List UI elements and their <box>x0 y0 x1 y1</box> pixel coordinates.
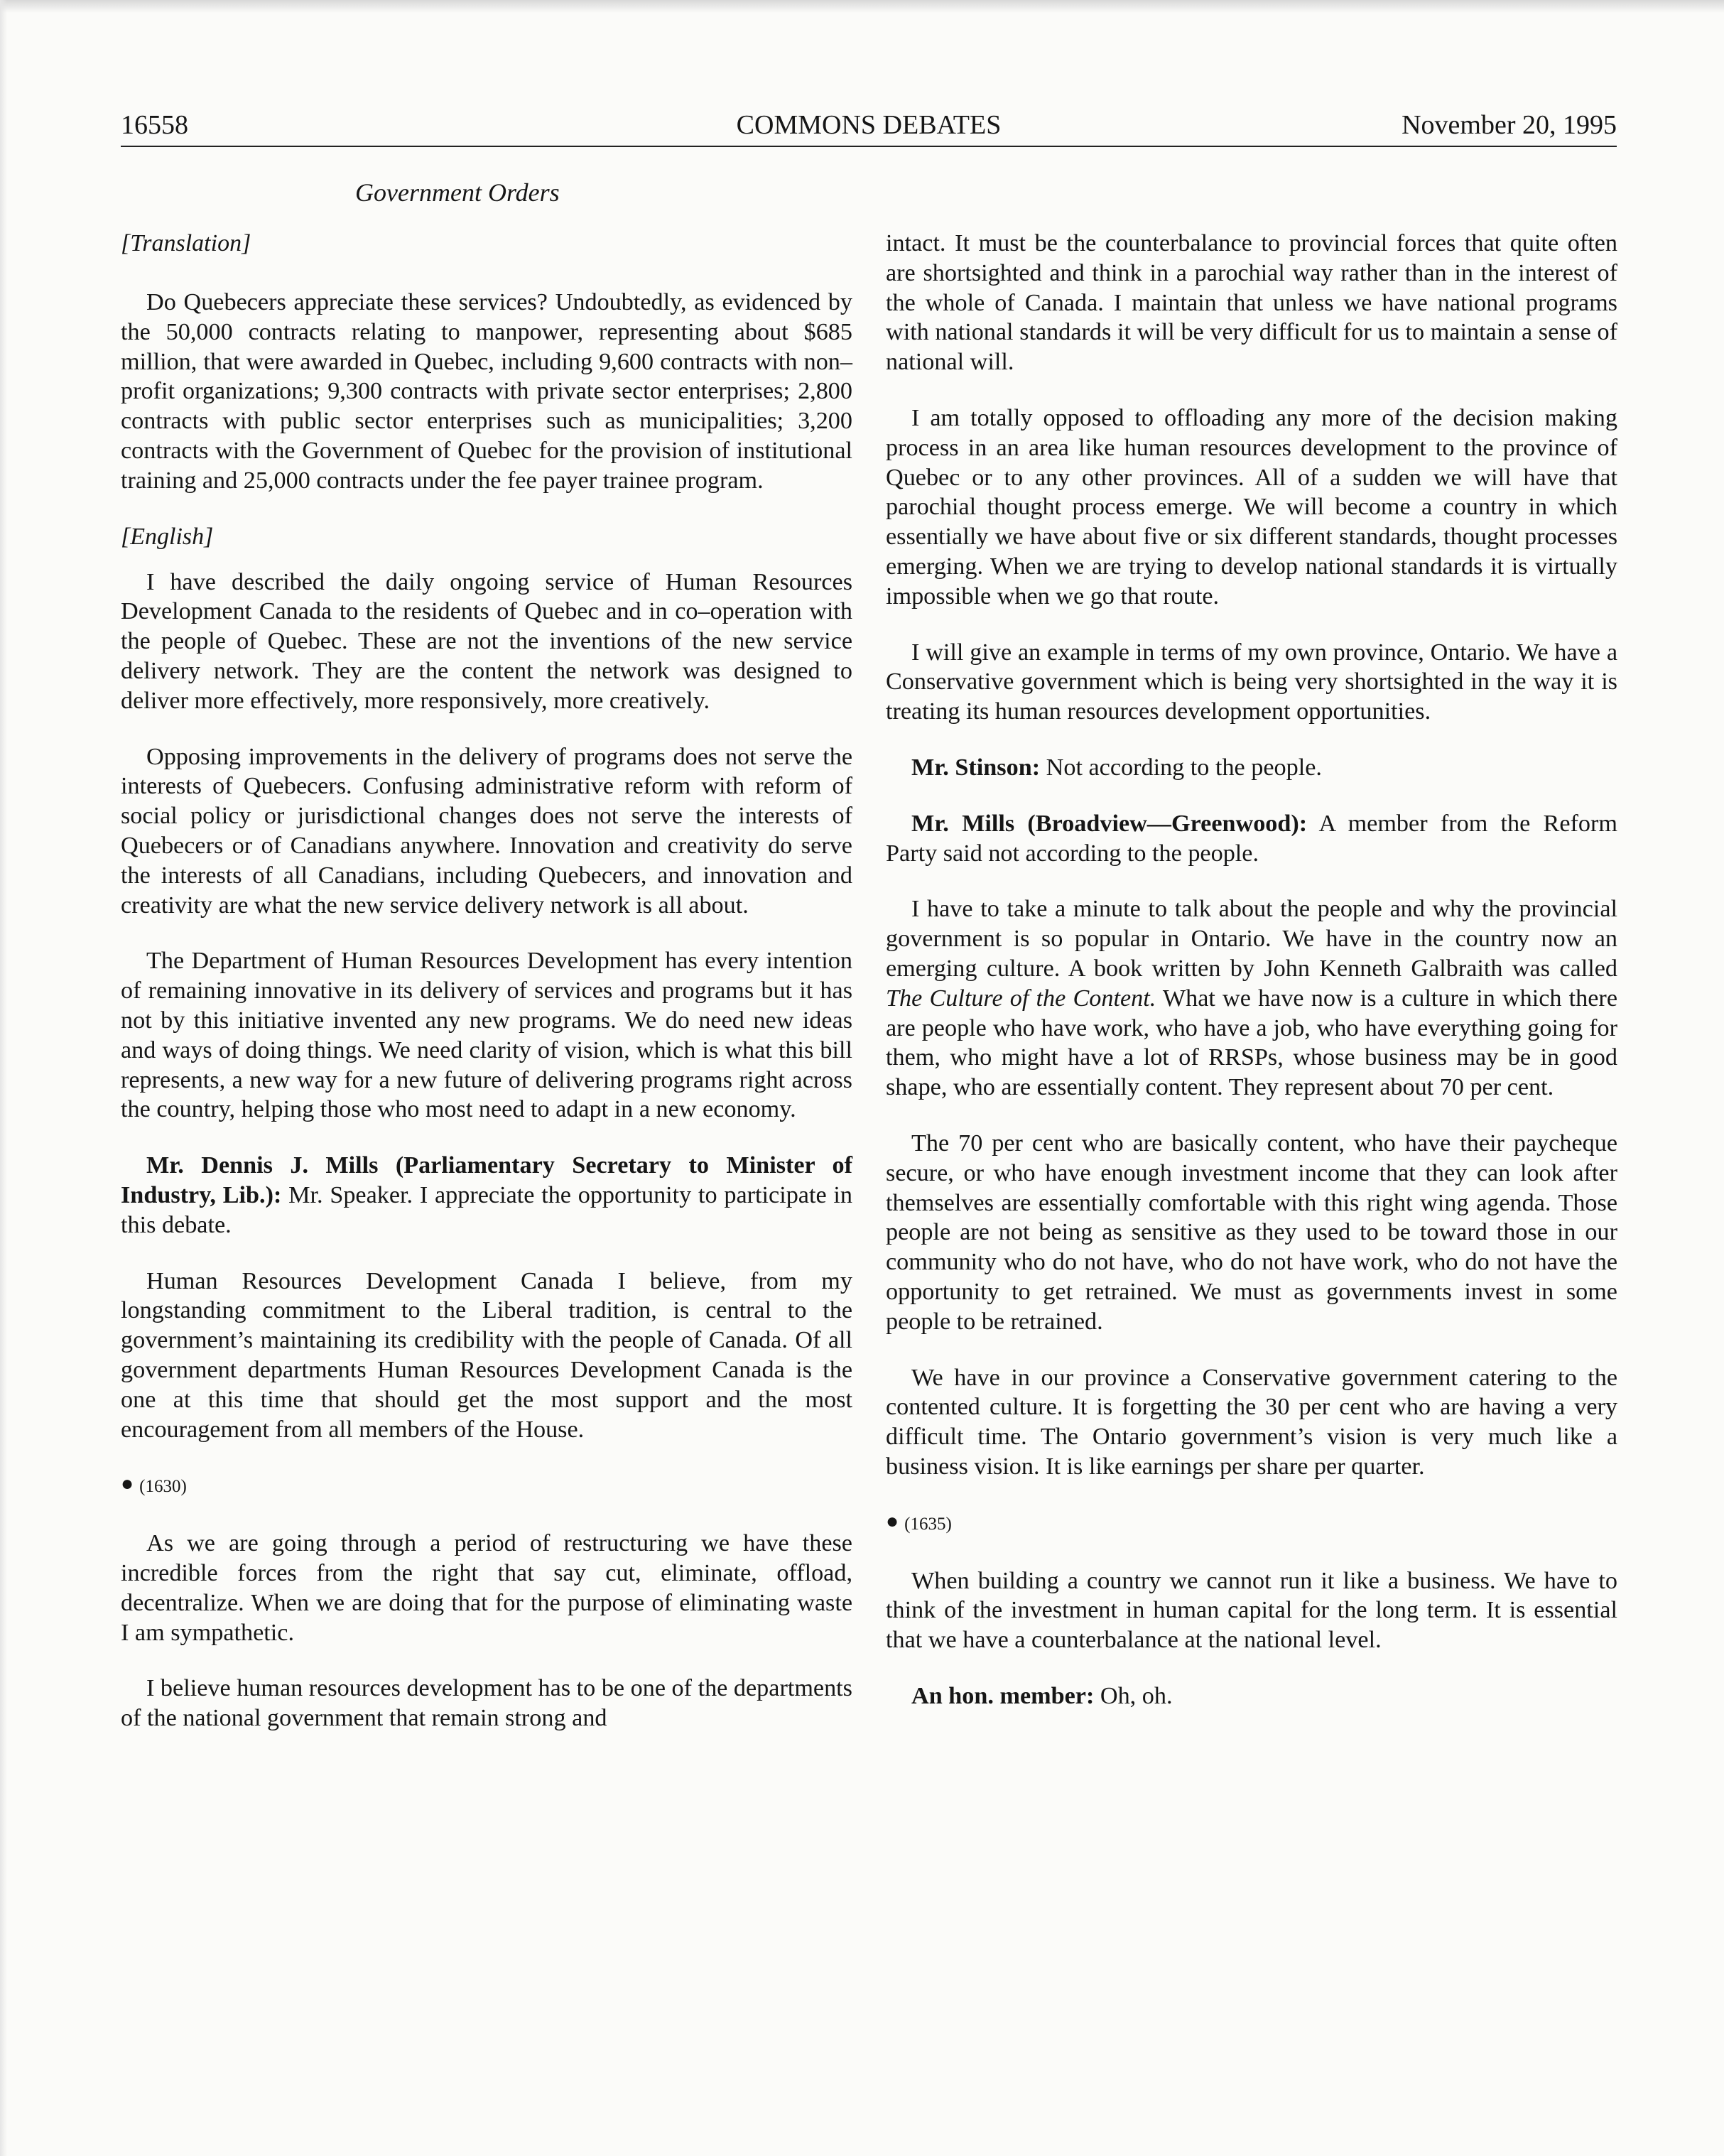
time-marker <box>121 1470 852 1502</box>
right-column <box>886 229 1617 1738</box>
time-marker-text: (1635) <box>904 1514 952 1534</box>
book-title: The Culture of the Content. <box>886 985 1156 1012</box>
speaker-name: Mr. Stinson: <box>911 754 1041 781</box>
scan-left-edge <box>0 0 7 2156</box>
paragraph: As we are going through a period of restructuring we have these incredible forces from the right that say cut, eliminate, offload, decentralize. When we are doing that for the purpose of eliminating waste I am sympathetic. <box>121 1530 852 1646</box>
paragraph: The Department of Human Resources Development has every intention of remaining innovative in its delivery of services and programs but it has not by this initiative invented any new programs. We do need new ideas and ways of doing things. We need clarity of vision, which is what this bill represents, a new way for a new future of delivering programs right across the country, helping those who most need to adapt in a new economy. <box>121 948 852 1123</box>
paragraph: Do Quebecers appreciate these services? Undoubtedly, as evidenced by the 50,000 contracts relating to manpower, representing about $685 million, that were awarded in Quebec, including 9,600 contracts with non–profit organizations; 9,300 contracts with private sector enterprises; 2,800 contracts with public sector enterprises such as municipalities; 3,200 contracts with the Government of Quebec for the provision of institutional training and 25,000 contracts under the fee payer trainee program. <box>121 289 852 494</box>
header-rule <box>121 146 1617 147</box>
paragraph: Opposing improvements in the delivery of programs does not serve the interests of Quebecers. Confusing administrative reform with reform of social policy or jurisdictional changes does not serve the interests of Quebecers or of Canadians anywhere. Innovation and creativity do serve the interests of all Canadians, including Quebecers, and innovation and creativity are what the new service delivery network is all about. <box>121 743 852 919</box>
time-marker <box>886 1508 1617 1539</box>
paragraph: The 70 per cent who are basically content, who have their paycheque secure, or who have enough investment income that they can look after themselves are essentially comfortable with this right wing agenda. Those people are not being as sensitive as they used to be toward those in our community who do not have, who do not have work, who do not have the opportunity to get retrained. We must as governments invest in some people to be retrained. <box>886 1130 1617 1335</box>
paragraph: I will give an example in terms of my own province, Ontario. We have a Conservative government which is being very shortsighted in the way it is treating its human resources development opportunities. <box>886 639 1617 725</box>
speaker-name: Mr. Mills (Broadview—Greenwood): <box>911 810 1308 837</box>
paragraph: When building a country we cannot run it like a business. We have to think of the investment in human capital for the long term. It is essential that we have a counterbalance at the national level. <box>886 1567 1617 1654</box>
paragraph: Human Resources Development Canada I believe, from my longstanding commitment to the Liberal tradition, is central to the government’s maintaining its credibility with the people of Canada. Of all government departments Human Resources Development Canada is the one at this time that should get the most support and the most encouragement from all members of the House. <box>121 1267 852 1443</box>
speaker-text: Oh, oh. <box>1094 1683 1173 1710</box>
speaker-text: A member from the Reform Party said not according to the people. <box>886 810 1617 867</box>
speaker-paragraph <box>886 809 1617 869</box>
publication-date: November 20, 1995 <box>1402 110 1617 140</box>
speaker-name: An hon. member: <box>911 1683 1095 1710</box>
paragraph: I am totally opposed to offloading any more of the decision making process in an area like human resources development to the province of Quebec or to any other provinces. All of a sudden we will have that parochial thought process emerge. We will become a country in which essentially we have about five or six different standards, thought processes emerging. When we are trying to develop national standards it is virtually impossible when we go that route. <box>886 404 1617 610</box>
page-header <box>121 104 1617 146</box>
speaker-name: Mr. Dennis J. Mills (Parliamentary Secretary to Minister of Industry, Lib.): <box>121 1152 852 1208</box>
english-label: [English] <box>121 523 214 550</box>
paragraph-text: What we have now is a culture in which there are people who have work, who have a job, who have everything going for them, who might have a lot of RRSPs, whose business may be in good shape, who are essentially content. They represent about 70 per cent. <box>886 985 1617 1101</box>
bullet-icon: ● <box>886 1509 899 1533</box>
left-column <box>121 229 852 1760</box>
speaker-paragraph <box>886 753 1617 783</box>
speaker-paragraph <box>886 1681 1617 1711</box>
scan-top-edge <box>0 0 1724 13</box>
paragraph-text: I have to take a minute to talk about the people and why the provincial government is so popular in Ontario. We have in the country now an emerging culture. A book written by John Kenneth Galbraith was called <box>886 896 1617 982</box>
time-marker-text: (1630) <box>139 1477 187 1497</box>
speaker-text: Not according to the people. <box>1040 754 1322 781</box>
paragraph-with-book-title <box>886 894 1617 1103</box>
section-heading: Government Orders <box>355 178 560 207</box>
paragraph: I have described the daily ongoing service of Human Resources Development Canada to the residents of Quebec and in co–operation with the people of Quebec. These are not the inventions of the new service delivery network. They are the content the network was designed to deliver more effectively, more responsively, more creatively. <box>121 568 852 714</box>
paragraph: We have in our province a Conservative government catering to the contented culture. It is forgetting the 30 per cent who are having a very difficult time. The Ontario government’s vision is very much like a business vision. It is like earnings per share per quarter. <box>886 1364 1617 1480</box>
bullet-icon: ● <box>121 1472 134 1496</box>
paragraph: intact. It must be the counterbalance to provincial forces that quite often are shortsighted and think in a parochial way rather than in the interest of the whole of Canada. I maintain that unless we have national programs with national standards it will be very difficult for us to maintain a sense of national will. <box>886 230 1617 376</box>
speaker-text: Mr. Speaker. I appreciate the opportunity to participate in this debate. <box>121 1181 852 1238</box>
paragraph: I believe human resources development has to be one of the departments of the national government that remain strong and <box>121 1675 852 1732</box>
speaker-paragraph <box>121 1151 852 1240</box>
page-number: 16558 <box>121 110 188 140</box>
translation-label: [Translation] <box>121 230 251 256</box>
publication-title: COMMONS DEBATES <box>736 110 1002 140</box>
